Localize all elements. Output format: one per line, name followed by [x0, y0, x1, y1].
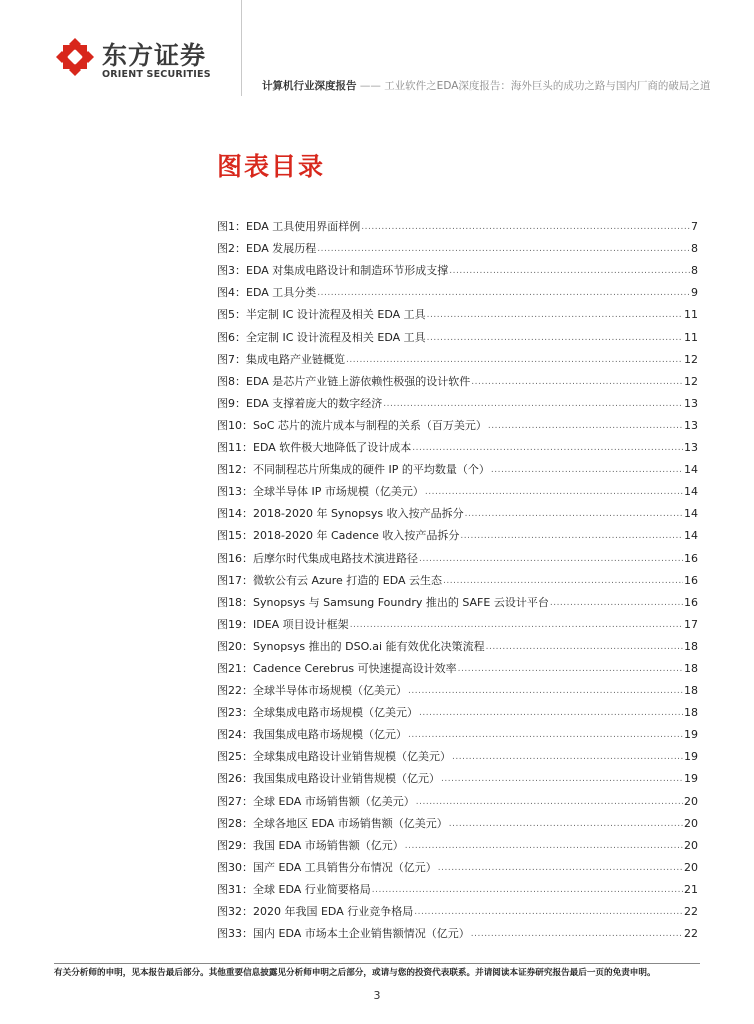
toc-item[interactable]: [217, 543, 698, 565]
toc-item-page: 8: [691, 242, 698, 256]
toc-item-page: 13: [684, 441, 698, 455]
logo-mark-icon: [54, 36, 96, 78]
toc-item-label: 图2：EDA 发展历程: [217, 242, 317, 256]
toc-item-label: 图8：EDA 是芯片产业链上游依赖性极强的设计软件: [217, 374, 471, 388]
toc-item-label: 图24：我国集成电路市场规模（亿元）: [217, 728, 407, 742]
toc-dot-leader: [427, 308, 683, 322]
toc-item[interactable]: [217, 322, 698, 344]
toc-list: [217, 212, 698, 941]
toc-item-page: 20: [684, 816, 698, 830]
toc-item-page: 11: [684, 330, 698, 344]
toc-item-label: 图9：EDA 支撑着庞大的数字经济: [217, 396, 383, 410]
toc-item-page: 16: [684, 551, 698, 565]
report-header: [262, 78, 710, 93]
toc-item-page: 18: [684, 706, 698, 720]
toc-dot-leader: [449, 264, 690, 278]
toc-item[interactable]: [217, 367, 698, 389]
toc-dot-leader: [471, 375, 683, 389]
toc-item[interactable]: [217, 477, 698, 499]
toc-item[interactable]: [217, 764, 698, 786]
toc-item-label: 图25：全球集成电路设计业销售规模（亿美元）: [217, 750, 451, 764]
toc-item-page: 20: [684, 838, 698, 852]
footer-divider: [54, 963, 700, 964]
toc-item[interactable]: [217, 411, 698, 433]
toc-item-label: 图26：我国集成电路设计业销售规模（亿元）: [217, 772, 440, 786]
toc-item-page: 22: [684, 927, 698, 941]
company-logo: [54, 36, 220, 88]
toc-dot-leader: [458, 662, 683, 676]
toc-item-label: 图4：EDA 工具分类: [217, 286, 317, 300]
toc-dot-leader: [452, 750, 683, 764]
toc-item-label: 图10：SoC 芯片的流片成本与制程的关系（百万美元）: [217, 418, 487, 432]
page-number: 3: [373, 989, 381, 1002]
toc-item-page: 21: [684, 882, 698, 896]
toc-item-page: 14: [684, 485, 698, 499]
header-divider: [241, 0, 242, 96]
toc-item-label: 图14：2018-2020 年 Synopsys 收入按产品拆分: [217, 507, 464, 521]
toc-item-label: 图13：全球半导体 IP 市场规模（亿美元）: [217, 485, 424, 499]
toc-item[interactable]: [217, 698, 698, 720]
toc-item[interactable]: [217, 455, 698, 477]
toc-item[interactable]: [217, 278, 698, 300]
toc-item-label: 图5：半定制 IC 设计流程及相关 EDA 工具: [217, 308, 426, 322]
toc-item-page: 18: [684, 639, 698, 653]
toc-item[interactable]: [217, 234, 698, 256]
toc-dot-leader: [488, 419, 683, 433]
toc-item[interactable]: [217, 521, 698, 543]
toc-item-page: 17: [684, 617, 698, 631]
report-type: 计算机行业深度报告: [262, 80, 357, 92]
toc-item-label: 图17：微软公有云 Azure 打造的 EDA 云生态: [217, 573, 443, 587]
toc-item-label: 图6：全定制 IC 设计流程及相关 EDA 工具: [217, 330, 426, 344]
toc-dot-leader: [460, 529, 683, 543]
toc-item-page: 16: [684, 595, 698, 609]
toc-item[interactable]: [217, 632, 698, 654]
toc-item[interactable]: [217, 809, 698, 831]
toc-dot-leader: [443, 574, 683, 588]
toc-dot-leader: [408, 728, 683, 742]
toc-dot-leader: [317, 242, 690, 256]
toc-dot-leader: [416, 795, 683, 809]
toc-item-page: 20: [684, 794, 698, 808]
toc-dot-leader: [419, 552, 683, 566]
toc-dot-leader: [408, 684, 683, 698]
toc-dot-leader: [361, 220, 690, 234]
toc-dot-leader: [372, 883, 683, 897]
toc-dot-leader: [350, 618, 683, 632]
logo-chinese-name: 东方证券: [102, 41, 207, 70]
toc-item-page: 14: [684, 507, 698, 521]
toc-dot-leader: [405, 839, 683, 853]
toc-item[interactable]: [217, 919, 698, 941]
toc-item-label: 图1：EDA 工具使用界面样例: [217, 220, 361, 234]
toc-item-label: 图16：后摩尔时代集成电路技术演进路径: [217, 551, 418, 565]
toc-item-label: 图29：我国 EDA 市场销售额（亿元）: [217, 838, 404, 852]
toc-item-page: 7: [691, 220, 698, 234]
toc-item-label: 图11：EDA 软件极大地降低了设计成本: [217, 441, 412, 455]
toc-dot-leader: [427, 331, 683, 345]
toc-item[interactable]: [217, 212, 698, 234]
report-title: 工业软件之EDA深度报告：海外巨头的成功之路与国内厂商的破局之道: [384, 80, 711, 92]
toc-item[interactable]: [217, 654, 698, 676]
toc-dot-leader: [471, 927, 683, 941]
toc-item-label: 图27：全球 EDA 市场销售额（亿美元）: [217, 794, 415, 808]
toc-item-label: 图23：全球集成电路市场规模（亿美元）: [217, 706, 418, 720]
toc-item[interactable]: [217, 433, 698, 455]
toc-item[interactable]: [217, 786, 698, 808]
logo-english-name: ORIENT SECURITIES: [102, 69, 211, 80]
toc-item-label: 图19：IDEA 项目设计框架: [217, 617, 349, 631]
toc-dot-leader: [438, 861, 683, 875]
toc-item-page: 13: [684, 396, 698, 410]
toc-item[interactable]: [217, 610, 698, 632]
toc-dot-leader: [486, 640, 683, 654]
header-separator: ——: [359, 80, 381, 92]
toc-item-label: 图7：集成电路产业链概览: [217, 352, 345, 366]
toc-item-label: 图33：国内 EDA 市场本土企业销售额情况（亿元）: [217, 927, 470, 941]
toc-item[interactable]: [217, 588, 698, 610]
toc-item[interactable]: [217, 345, 698, 367]
toc-item[interactable]: [217, 676, 698, 698]
toc-item[interactable]: [217, 831, 698, 853]
toc-dot-leader: [419, 706, 683, 720]
toc-item-page: 18: [684, 684, 698, 698]
toc-item-page: 18: [684, 661, 698, 675]
toc-dot-leader: [346, 353, 683, 367]
toc-dot-leader: [491, 463, 683, 477]
toc-item-label: 图30：国产 EDA 工具销售分布情况（亿元）: [217, 860, 437, 874]
toc-dot-leader: [383, 397, 683, 411]
toc-item-page: 12: [684, 374, 698, 388]
toc-title: 图表目录: [217, 152, 326, 181]
toc-item-page: 11: [684, 308, 698, 322]
toc-item[interactable]: [217, 853, 698, 875]
toc-item[interactable]: [217, 897, 698, 919]
toc-item[interactable]: [217, 720, 698, 742]
toc-item-label: 图28：全球各地区 EDA 市场销售额（亿美元）: [217, 816, 448, 830]
toc-item-label: 图21：Cadence Cerebrus 可快速提高设计效率: [217, 661, 457, 675]
footer-disclaimer: 有关分析师的申明，见本报告最后部分。其他重要信息披露见分析师申明之后部分，或请与您的投资代表联系。并请阅读本证券研究报告最后一页的免责申明。: [54, 968, 656, 978]
toc-item-label: 图12：不同制程芯片所集成的硬件 IP 的平均数量（个）: [217, 463, 490, 477]
toc-item-label: 图15：2018-2020 年 Cadence 收入按产品拆分: [217, 529, 460, 543]
toc-item-page: 16: [684, 573, 698, 587]
toc-item[interactable]: [217, 499, 698, 521]
toc-dot-leader: [465, 507, 683, 521]
toc-item[interactable]: [217, 256, 698, 278]
toc-item-page: 22: [684, 905, 698, 918]
toc-item-page: 9: [691, 286, 698, 300]
toc-dot-leader: [414, 905, 683, 919]
toc-item-page: 12: [684, 352, 698, 366]
toc-item[interactable]: [217, 300, 698, 322]
toc-item-label: 图31：全球 EDA 行业简要格局: [217, 882, 371, 896]
toc-item-label: 图3：EDA 对集成电路设计和制造环节形成支撑: [217, 264, 449, 278]
toc-dot-leader: [425, 485, 683, 499]
toc-item-page: 20: [684, 860, 698, 874]
toc-item-page: 13: [684, 418, 698, 432]
toc-item-page: 14: [684, 529, 698, 543]
toc-item[interactable]: [217, 389, 698, 411]
toc-dot-leader: [550, 596, 683, 610]
toc-dot-leader: [412, 441, 683, 455]
toc-item-label: 图20：Synopsys 推出的 DSO.ai 能有效优化决策流程: [217, 639, 485, 653]
toc-item-label: 图18：Synopsys 与 Samsung Foundry 推出的 SAFE 云设计平台: [217, 595, 549, 609]
toc-dot-leader: [317, 286, 690, 300]
toc-item-page: 19: [684, 750, 698, 764]
toc-item[interactable]: [217, 875, 698, 897]
toc-dot-leader: [449, 817, 683, 831]
toc-item[interactable]: [217, 566, 698, 588]
toc-item-page: 14: [684, 463, 698, 477]
toc-item-label: 图32：2020 年我国 EDA 行业竞争格局: [217, 905, 414, 918]
toc-dot-leader: [441, 772, 683, 786]
toc-item-page: 19: [684, 728, 698, 742]
toc-item-label: 图22：全球半导体市场规模（亿美元）: [217, 684, 407, 698]
toc-item-page: 19: [684, 772, 698, 786]
toc-item-page: 8: [691, 264, 698, 278]
toc-item[interactable]: [217, 742, 698, 764]
